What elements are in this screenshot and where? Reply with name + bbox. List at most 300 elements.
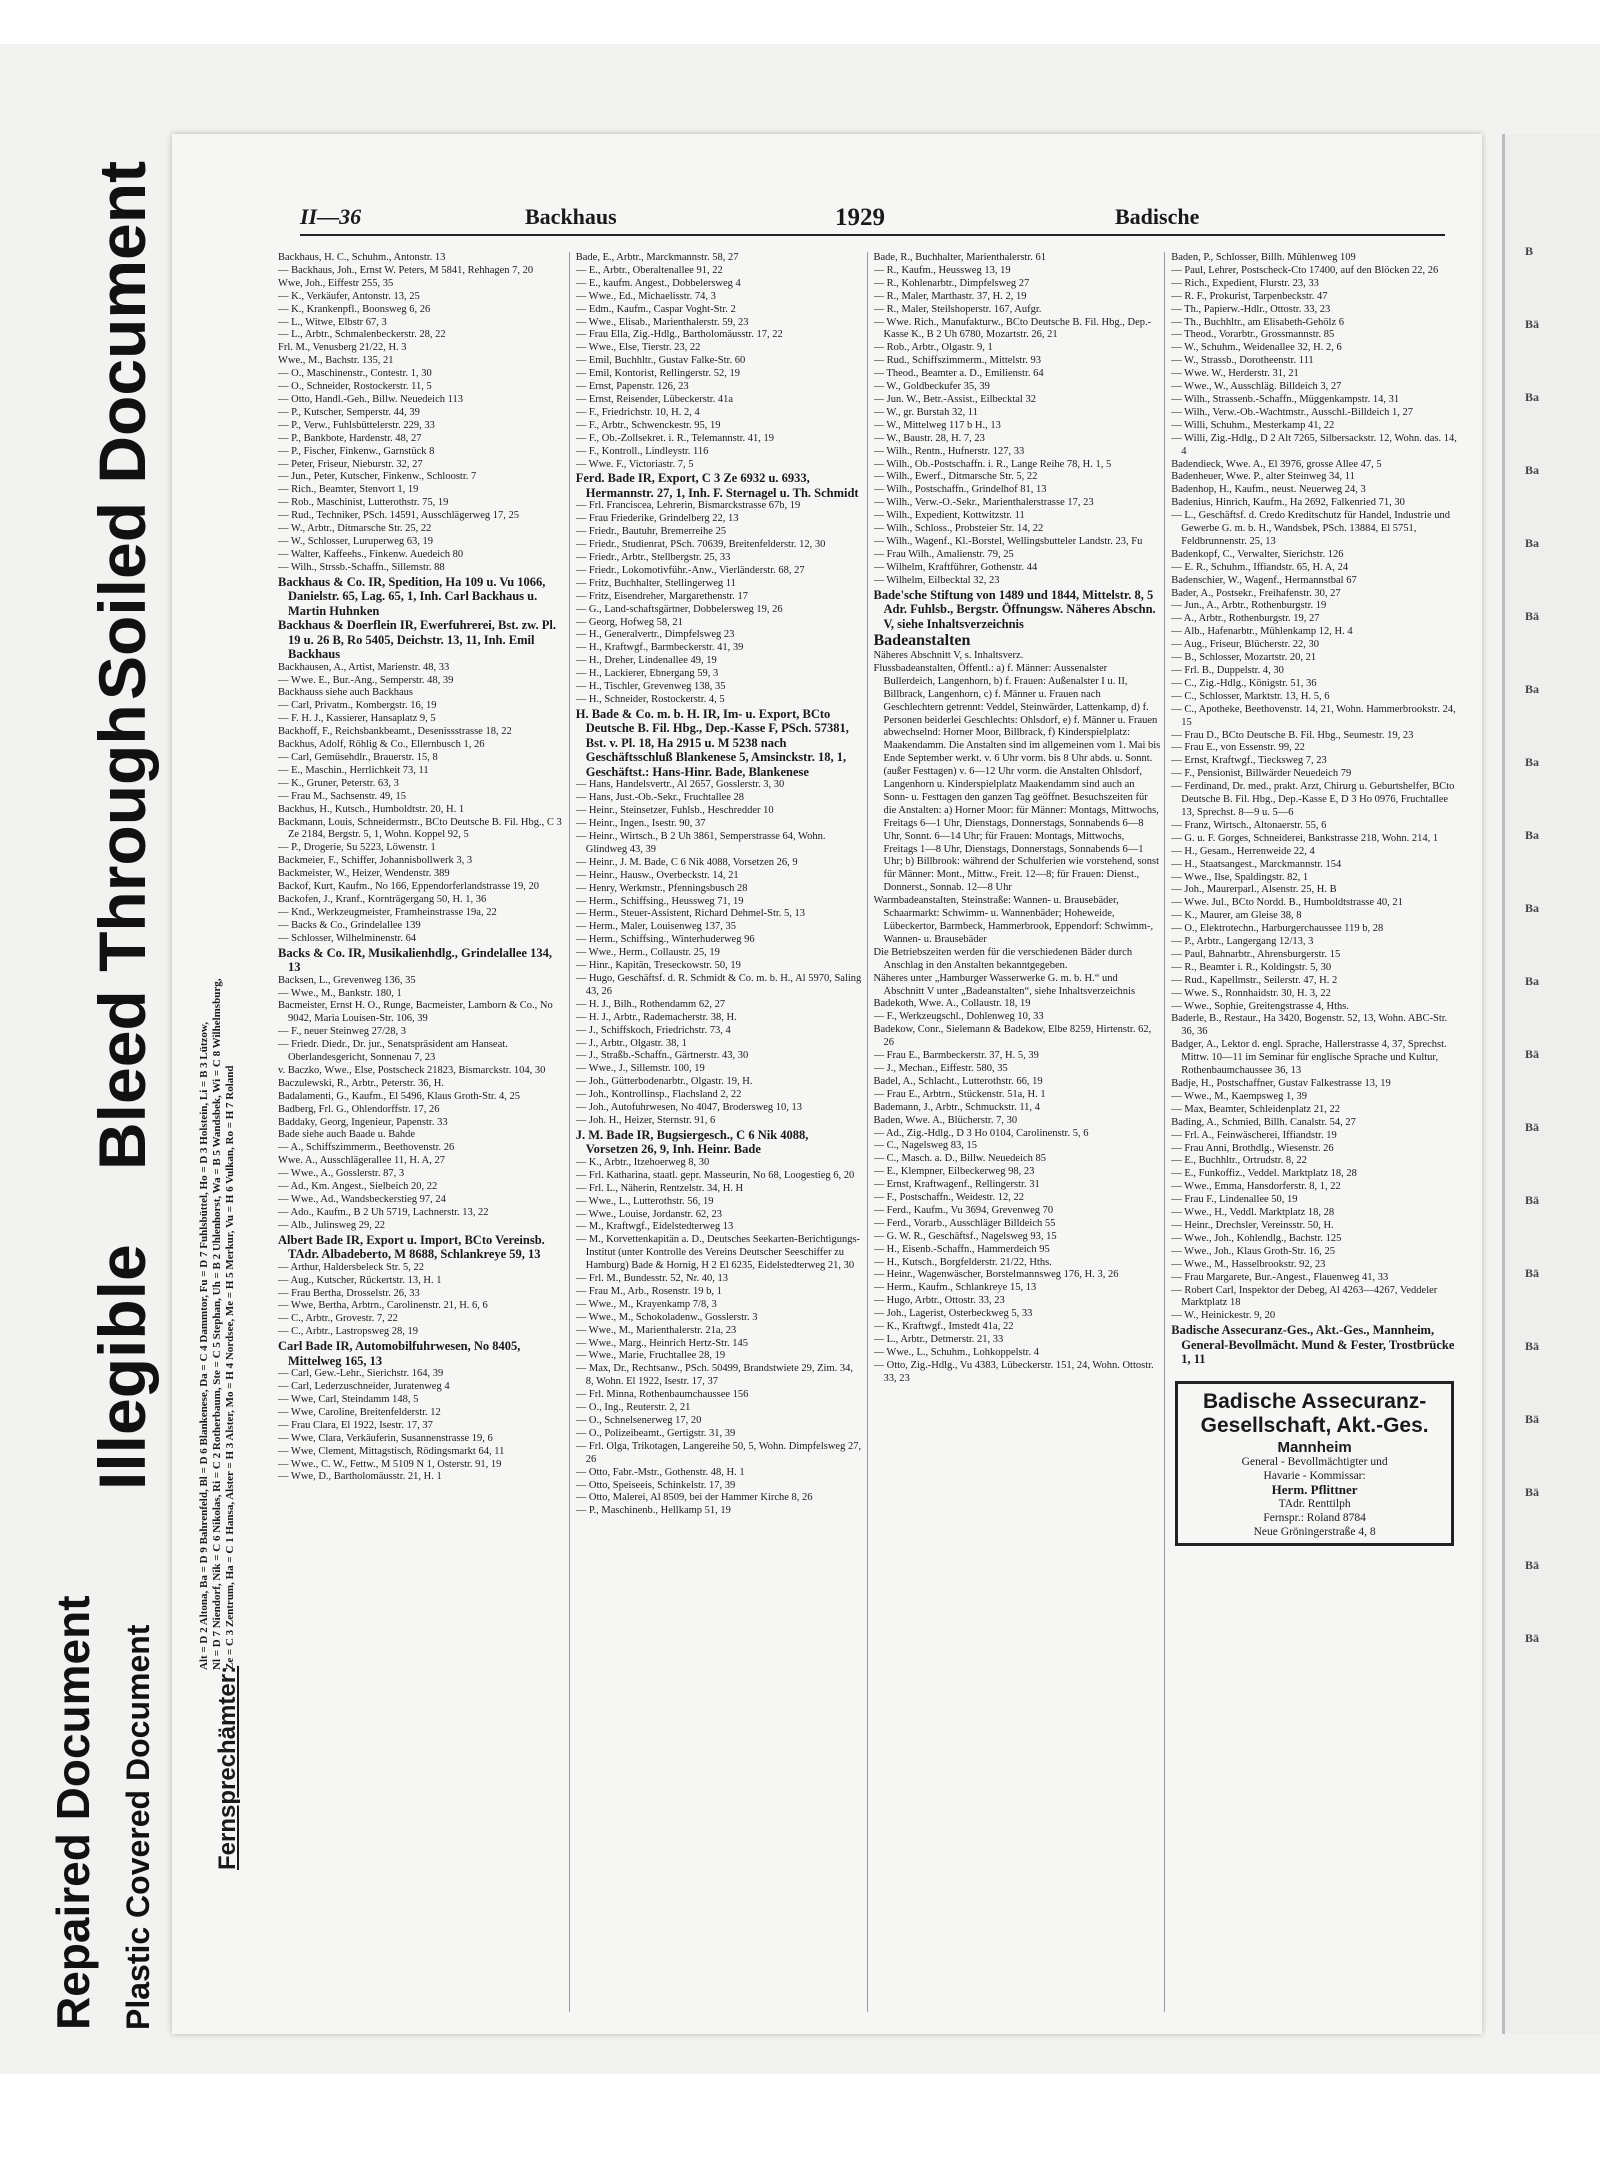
directory-entry: — Theod., Beamter a. D., Emilienstr. 64	[873, 368, 1044, 380]
directory-entry: — L., Arbtr., Schmalenbeckerstr. 28, 22	[278, 329, 446, 341]
directory-entry: Backhauss siehe auch Backhaus	[278, 687, 413, 699]
directory-entry: Die Betriebszeiten werden für die verschiedenen Bäder durch Anschlag in den Anstalten bekanntgegeben.	[873, 946, 1133, 971]
directory-entry: — Frau D., BCto Deutsche B. Fil. Hbg., Seumestr. 19, 23	[1171, 729, 1414, 741]
directory-entry: — Joh., Maurerparl., Alsenstr. 25, H. B	[1171, 884, 1337, 896]
directory-entry: — F. H. J., Kassierer, Hansaplatz 9, 5	[278, 713, 436, 725]
directory-entry: Badalamenti, G., Kaufm., El 5496, Klaus Groth-Str. 4, 25	[278, 1090, 521, 1102]
directory-entry: Backhus, H., Kutsch., Humboldtstr. 20, H. 1	[278, 803, 465, 815]
edge-mark: Bä	[1525, 1412, 1540, 1426]
directory-entry: — W., Schlosser, Luruperweg 63, 19	[278, 535, 434, 547]
directory-entry: — Frl. M., Bundesstr. 52, Nr. 40, 13	[575, 1273, 729, 1285]
directory-entry: — Wilh., Ewerf., Ditmarsche Str. 5, 22	[873, 471, 1038, 483]
directory-entry: Badberg, Frl. G., Ohlendorffstr. 17, 26	[278, 1103, 440, 1115]
directory-entry: — Wwe., Louise, Jordanstr. 62, 23	[575, 1208, 722, 1220]
directory-entry: Backhus, Adolf, Röhlig & Co., Ellernbusch 1, 26	[278, 739, 485, 751]
directory-entry: — F., Pensionist, Billwärder Neuedeich 79	[1171, 768, 1352, 780]
directory-column-3	[874, 252, 1166, 2012]
directory-entry: — H. J., Arbtr., Rademacherstr. 38, H.	[575, 1011, 737, 1023]
phone-legend-label: Fernsprechämter:	[214, 1665, 241, 1870]
directory-entry: — Wwe., M., Bankstr. 180, 1	[278, 987, 402, 999]
edge-mark: Bä	[1525, 609, 1540, 623]
edge-mark: Bä	[1525, 1047, 1540, 1061]
edge-mark: Bä	[1525, 317, 1540, 331]
directory-entry: — M., Korvettenkapitän a. D., Deutsches Seekarten-Berichtigungs-Institut (unter Kontrolle des Vereins Deutscher Seeschiffer zu Hamburg) Bade & Hornig, H 2 El 6235, Eidelstedterweg 21, 30	[575, 1234, 861, 1272]
directory-entry: Frl. M., Venusberg 21/22, H. 3	[278, 342, 407, 354]
directory-entry: — Hugo, Arbtr., Ottostr. 33, 23	[873, 1295, 1005, 1307]
directory-entry: — Max, Beamter, Schleidenplatz 21, 22	[1171, 1103, 1340, 1115]
directory-entry: Badendieck, Wwe. A., El 3976, grosse Allee 47, 5	[1171, 458, 1382, 470]
directory-entry: — Backhaus, Joh., Ernst W. Peters, M 5841, Rehhagen 7, 20	[278, 264, 534, 276]
directory-entry: — Ernst, Papenstr. 126, 23	[575, 381, 689, 393]
directory-entry: Bade, R., Buchhalter, Marienthalerstr. 61	[873, 252, 1046, 263]
telephone-exchange-legend	[196, 230, 266, 1880]
edge-mark: Ba	[1525, 390, 1540, 404]
directory-entry: — Henry, Werkmstr., Pfenningsbusch 28	[575, 882, 748, 894]
directory-entry: — W., gr. Burstah 32, 11	[873, 406, 978, 418]
directory-entry: — Otto, Speiseeis, Schinkelstr. 17, 39	[575, 1479, 736, 1491]
directory-entry: — Alb., Julinsweg 29, 22	[278, 1219, 386, 1231]
directory-entry: — Rud., Schiffszimmerm., Mittelstr. 93	[873, 355, 1042, 367]
directory-entry: — H., Lackierer, Ebnergang 59, 3	[575, 668, 719, 680]
directory-entry: — F., Postschaffn., Weidestr. 12, 22	[873, 1192, 1024, 1204]
directory-entry: — Ferdinand, Dr. med., prakt. Arzt, Chirurg u. Geburtshelfer, BCto Deutsche B. Fil. Hbg., Dep.-Kasse E, D 3 Ho 0976, Fruchtallee 13, Sprechst. 8—9 u. 5—6	[1171, 781, 1455, 818]
directory-entry: Badje, H., Postschaffner, Gustav Falkestrasse 13, 19	[1171, 1078, 1391, 1089]
directory-entry: — Herm., Schiffsing., Winterhuderweg 96	[575, 934, 755, 946]
edge-mark: Ba	[1525, 901, 1540, 915]
directory-entry: — Heinr., Ingen., Isestr. 90, 37	[575, 818, 706, 830]
directory-entry: — W., Strassb., Dorotheenstr. 111	[1171, 355, 1314, 367]
directory-entry: — K., Krankenpfl., Boonsweg 6, 26	[278, 303, 431, 315]
directory-entry: — Wilh., Ob.-Postschaffn. i. R., Lange Reihe 78, H. 1, 5	[873, 458, 1112, 470]
directory-entry: Badekow, Conr., Sielemann & Badekow, Elbe 8259, Hirtenstr. 62, 26	[873, 1024, 1152, 1049]
directory-entry: — Wwe., Joh., Kohlendlg., Bachstr. 125	[1171, 1232, 1342, 1244]
directory-entry: — Wilhelm, Eilbecktal 32, 23	[873, 574, 1000, 586]
directory-entry: Badenschier, W., Wagenf., Hermannstbal 67	[1171, 574, 1357, 586]
directory-entry: — Wwe., M., Hasselbrookstr. 92, 23	[1171, 1258, 1326, 1270]
directory-entry: — Otto, Handl.-Geh., Billw. Neuedeich 113	[278, 393, 463, 405]
ad-city: Mannheim	[1277, 1438, 1352, 1456]
directory-entry: — Hinr., Kapitän, Treseckowstr. 50, 19	[575, 960, 741, 972]
directory-entry: — Wwe., W., Ausschläg. Billdeich 3, 27	[1171, 381, 1342, 393]
directory-entry: Backhaus, H. C., Schuhm., Antonstr. 13	[278, 252, 446, 263]
directory-entry: — E., Buchhltr., Ortrudstr. 8, 22	[1171, 1155, 1307, 1167]
directory-entry: — Wilhelm, Kraftführer, Gothenstr. 44	[873, 561, 1038, 573]
ad-line: Havarie - Kommissar:	[1263, 1469, 1366, 1482]
directory-entry: — Wilh., Schloss., Probsteier Str. 14, 22	[873, 523, 1044, 535]
directory-entry: — Wilh., Postschaffn., Grindelhof 81, 13	[873, 484, 1047, 496]
ad-agent: Herm. Pflittner	[1271, 1481, 1358, 1497]
directory-entry: — C., Masch. a. D., Billw. Neuedeich 85	[873, 1153, 1047, 1165]
directory-entry: — C., Apotheke, Beethovenstr. 14, 21, Wohn. Hammerbrookstr. 24, 15	[1171, 703, 1456, 728]
directory-entry: — Frau E., Barmbeckerstr. 37, H. 5, 39	[873, 1050, 1039, 1062]
directory-entry: — Rob., Maschinist, Lutterothstr. 75, 19	[278, 497, 449, 509]
edge-mark: Ba	[1525, 536, 1540, 550]
directory-entry: — Peter, Friseur, Nieburstr. 32, 27	[278, 458, 423, 470]
directory-entry: — Fritz, Buchhalter, Stellingerweg 11	[575, 577, 736, 589]
edge-mark: Bä	[1525, 1631, 1540, 1645]
directory-entry: — H., Eisenb.-Schaffn., Hammerdeich 95	[873, 1243, 1050, 1255]
directory-entry: — A., Arbtr., Rothenburgstr. 19, 27	[1171, 613, 1320, 625]
directory-entry: Ferd. Bade IR, Export, C 3 Ze 6932 u. 6933, Hermannstr. 27, 1, Inh. F. Sternagel u. Th. Schmidt	[575, 471, 859, 500]
directory-entry: — Aug., Friseur, Blücherstr. 22, 30	[1171, 639, 1319, 651]
directory-entry: — O., Schnelsenerweg 17, 20	[575, 1415, 702, 1426]
directory-entry: Backsen, L., Grevenweg 136, 35	[278, 974, 416, 986]
directory-entry: — Frl. Katharina, staatl. gepr. Masseurin, No 68, Loogestieg 6, 20	[575, 1169, 855, 1181]
directory-entry: — Arthur, Haldersbeleck Str. 5, 22	[278, 1261, 424, 1273]
directory-entry: Badekoth, Wwe. A., Collaustr. 18, 19	[873, 998, 1031, 1010]
directory-entry: J. M. Bade IR, Bugsiergesch., C 6 Nik 4088, Vorsetzen 26, 9, Inh. Heinr. Bade	[575, 1127, 809, 1157]
directory-entry: — Aug., Kutscher, Rückertstr. 13, H. 1	[278, 1274, 442, 1286]
directory-entry: — W., Baustr. 28, H. 7, 23	[873, 432, 985, 444]
directory-entry: — Frau Clara, El 1922, Isestr. 17, 37	[278, 1419, 433, 1431]
directory-entry: — Emil, Kontorist, Rellingerstr. 52, 19	[575, 368, 740, 380]
directory-entry: — O., Ing., Reuterstr. 2, 21	[575, 1402, 691, 1414]
directory-entry: — W., Goldbeckufer 35, 39	[873, 381, 990, 393]
directory-entry: — J., Straßb.-Schaffn., Gärtnerstr. 43, 30	[575, 1050, 749, 1062]
directory-entry: — Hans, Handelsvertr., Al 2657, Gosslerstr. 3, 30	[575, 779, 785, 791]
directory-entry: — Wwe. Jul., BCto Nordd. B., Humboldtstrasse 40, 21	[1171, 897, 1403, 909]
directory-entry: — Herm., Schiffsing., Heussweg 71, 19	[575, 895, 744, 907]
directory-entry: — Otto, Malerei, Al 8509, bei der Hammer Kirche 8, 26	[575, 1492, 813, 1504]
directory-entry: — Frau M., Arb., Rosenstr. 19 b, 1	[575, 1285, 722, 1297]
ad-line: TAdr. Renttilph	[1278, 1497, 1351, 1510]
directory-entry: — Frau M., Sachsenstr. 49, 15	[278, 790, 407, 802]
directory-entry: — Ernst, Reisender, Lübeckerstr. 41a	[575, 393, 734, 405]
directory-entry: Bading, A., Schmied, Billh. Canalstr. 54, 27	[1171, 1116, 1356, 1128]
directory-entry: — Walter, Kaffeehs., Finkenw. Auedeich 80	[278, 548, 464, 560]
directory-entry: — Th., Buchhltr., am Elisabeth-Gehölz 6	[1171, 316, 1344, 328]
directory-entry: — E., Klempner, Eilbeckerweg 98, 23	[873, 1166, 1035, 1178]
stamp-plastic-covered: Plastic Covered Document	[120, 1624, 156, 2030]
directory-entry: Badische Assecuranz-Ges., Akt.-Ges., Mannheim, General-Bevollmächt. Mund & Fester, Trostbrücke 1, 11	[1171, 1323, 1455, 1367]
directory-entry: — Ad., Zig.-Hdlg., D 3 Ho 0104, Carolinenstr. 5, 6	[873, 1127, 1089, 1139]
directory-entry: — Herm., Kaufm., Schlankreye 15, 13	[873, 1282, 1037, 1294]
directory-entry: — Rich., Beamter, Stenvort 1, 19	[278, 484, 419, 496]
directory-entry: — C., Arbtr., Lastropsweg 28, 19	[278, 1326, 418, 1338]
directory-entry: — Wwe., Marie, Fruchtallee 28, 19	[575, 1350, 726, 1362]
edge-mark: Bä	[1525, 1266, 1540, 1280]
directory-entry: — F., Arbtr., Schwenckestr. 95, 19	[575, 419, 721, 431]
directory-entry: — W., Arbtr., Ditmarsche Str. 25, 22	[278, 523, 432, 535]
directory-entry: — Wwe., H., Veddl. Marktplatz 18, 28	[1171, 1207, 1335, 1219]
directory-entry: — Friedr., Bautuhr, Bremerreihe 25	[575, 526, 727, 538]
edge-mark-list	[1525, 244, 1595, 1704]
directory-entry: — F., Kontroll., Lindleystr. 116	[575, 445, 709, 457]
stamp-soiled: Soiled Document	[85, 160, 159, 700]
phone-legend-lines	[198, 250, 237, 1670]
directory-entry: — W., Heinickestr. 9, 20	[1171, 1310, 1276, 1322]
directory-entry: — Heinr., J. M. Bade, C 6 Nik 4088, Vorsetzen 26, 9	[575, 856, 798, 868]
directory-entry: — R., Beamter i. R., Koldingstr. 5, 30	[1171, 961, 1332, 973]
directory-entry: — O., Maschinenstr., Contestr. 1, 30	[278, 368, 432, 380]
directory-entry: — Wwe., L., Schuhm., Lohkoppelstr. 4	[873, 1346, 1039, 1358]
directory-entry: — R., Kaufm., Heussweg 13, 19	[873, 264, 1011, 276]
directory-entry: — C., Zig.-Hdlg., Königstr. 51, 36	[1171, 677, 1317, 689]
directory-entry: — Joh. H., Heizer, Sternstr. 91, 6	[575, 1114, 716, 1126]
directory-entry: Backmann, Louis, Schneidermstr., BCto Deutsche B. Fil. Hbg., C 3 Ze 2184, Bergstr. 5, 1, Wohn. Koppel 92, 5	[278, 816, 562, 841]
directory-entry: — Frau Anni, Brothdlg., Wiesenstr. 26	[1171, 1142, 1334, 1154]
directory-entry: — Wwe, Clement, Mittagstisch, Rödingsmarkt 64, 11	[278, 1445, 505, 1457]
directory-entry: Baderle, B., Restaur., Ha 3420, Bogenstr. 52, 13, Wohn. ABC-Str. 36, 36	[1171, 1013, 1448, 1038]
stamp-illegible: Illegible	[85, 1244, 159, 1490]
directory-entry: — Frl. A., Feinwäscherei, Iffiandstr. 19	[1171, 1129, 1337, 1141]
directory-entry: — Joh., Kontrollinsp., Flachsland 2, 22	[575, 1089, 742, 1101]
directory-entry: Backofen, J., Kranf., Kornträgergang 50, H. 1, 36	[278, 893, 487, 905]
directory-entry: Carl Bade IR, Automobilfuhrwesen, No 8405, Mittelweg 165, 13	[278, 1339, 521, 1368]
stamp-bleed-through: Bleed Through	[85, 704, 159, 1170]
directory-entry: — Wilh., Verw.-O.-Sekr., Marienthalerstrasse 17, 23	[873, 497, 1094, 509]
directory-column-4	[1171, 252, 1462, 2012]
directory-entry: — Carl, Gew.-Lehr., Sierichstr. 164, 39	[278, 1368, 444, 1380]
directory-entry: — Wwe. F., Victoriastr. 7, 5	[575, 458, 694, 470]
edge-mark: Ba	[1525, 682, 1540, 696]
directory-entry: — Wwe, Carl, Steindamm 148, 5	[278, 1393, 419, 1405]
directory-entry: — Carl, Gemüsehdlr., Brauerstr. 15, 8	[278, 752, 438, 763]
phone-legend-line: Nl = D 7 Niendorf, Nik = C 6 Nikolas, Ri = C 2 Rotherbaum, Ste = C 5 Stephan, Uh = B 2 Uhlenhorst, Wa = B 5 Wandsbek, Wi = C 8 Wilhelmsburg,	[211, 978, 223, 1670]
directory-entry: — R., Maler, Marthastr. 37, H. 2, 19	[873, 290, 1027, 302]
directory-entry: — J., Schiffskoch, Friedrichstr. 73, 4	[575, 1024, 731, 1036]
directory-entry: — Wilh., Rentn., Hufnerstr. 127, 33	[873, 445, 1025, 457]
directory-columns	[278, 252, 1462, 2012]
directory-entry: — Ernst, Kraftwagenf., Rellingerstr. 31	[873, 1179, 1040, 1191]
directory-entry: — Heinr., Steinsetzer, Fuhlsb., Heschredder 10	[575, 805, 774, 817]
directory-entry: — Alb., Hafenarbtr., Mühlenkamp 12, H. 4	[1171, 626, 1353, 638]
directory-entry: — Frau Wilh., Amalienstr. 79, 25	[873, 548, 1014, 560]
directory-entry: — W., Mittelweg 117 b H., 13	[873, 419, 1001, 431]
directory-entry: — R., Kohlenarbtr., Dimpfelsweg 27	[873, 277, 1030, 289]
ad-line: Neue Gröningerstraße 4, 8	[1253, 1525, 1376, 1538]
directory-entry: Wwe, Joh., Eiffestr 255, 35	[278, 277, 394, 289]
directory-entry: — R., Maler, Steilshoperstr. 167, Aufgr.	[873, 303, 1042, 315]
directory-entry: — Knd., Werkzeugmeister, Framheinstrasse 19a, 22	[278, 906, 497, 918]
phone-legend-line: Alt = D 2 Altona, Ba = D 9 Bahrenfeld, Bl = D 6 Blankenese, Da = C 4 Dammtor, Fu = D 7 Fuhlsbüttel, Ho = D 3 Holstein, Li = B 3 Lützow,	[198, 1021, 210, 1670]
directory-entry: — Wwe, Clara, Verkäuferin, Susannenstrasse 19, 6	[278, 1432, 493, 1444]
edge-mark: Bä	[1525, 1485, 1540, 1499]
directory-entry: — Wilh., Verw.-Ob.-Wachtmstr., Ausschl.-Billdeich 1, 27	[1171, 406, 1414, 418]
directory-entry: Backhausen, A., Artist, Marienstr. 48, 33	[278, 661, 450, 673]
directory-entry: — Wwe., Sophie, Greitengstrasse 4, Hths.	[1171, 1000, 1349, 1012]
directory-entry: Bademann, J., Arbtr., Schmuckstr. 11, 4	[873, 1101, 1040, 1113]
document-condition-stamps	[0, 0, 172, 2177]
directory-entry: Badenkopf, C., Verwalter, Sierichstr. 126	[1171, 548, 1344, 560]
directory-entry: Badenius, Hinrich, Kaufm., Ha 2692, Falkenried 71, 30	[1171, 497, 1405, 509]
directory-entry: — Wwe, Caroline, Breitenfelderstr. 12	[278, 1406, 441, 1418]
directory-entry: — Wwe., Marg., Heinrich Hertz-Str. 145	[575, 1337, 748, 1349]
directory-entry: — Carl, Lederzuschneider, Juratenweg 4	[278, 1381, 450, 1393]
directory-entry: — Hugo, Geschäftsf. d. R. Schmidt & Co. m. b. H., Al 5970, Saling 43, 26	[575, 973, 862, 997]
directory-entry: — Frl. Olga, Trikotagen, Langereihe 50, 5, Wohn. Dimpfelsweg 27, 26	[575, 1440, 862, 1465]
directory-entry: — H., Tischler, Grevenweg 138, 35	[575, 681, 726, 693]
directory-entry: — Fritz, Eisendreher, Margarethenstr. 17	[575, 590, 749, 602]
directory-entry: H. Bade & Co. m. b. H. IR, Im- u. Export, BCto Deutsche B. Fil. Hbg., Dep.-Kasse F, PSch. 57381, Bst. v. Pl. 18, Ha 2915 u. M 5238 nach Geschäftsschluß Blankenese 5, Amsinckstr. 18, 1, Geschäftst.: Hans-Hinr. Bade, Blankenese	[575, 706, 849, 779]
directory-entry: Badger, A., Lektor d. engl. Sprache, Hallerstrasse 4, 37, Sprechst. Mittw. 10—11 im Seminar für englische Sprache und Kultur, Rothenbaumchaussee 36, 13	[1171, 1039, 1447, 1077]
directory-entry: — F., neuer Steinweg 27/28, 3	[278, 1026, 407, 1038]
header-year: 1929	[835, 204, 885, 231]
directory-entry: — Wwe., Ed., Michaelisstr. 74, 3	[575, 290, 716, 302]
directory-entry: — A., Schiffszimmerm., Beethovenstr. 26	[278, 1142, 455, 1154]
directory-entry: Wwe., M., Bachstr. 135, 21	[278, 355, 394, 367]
directory-entry: — F., Friedrichstr. 10, H. 2, 4	[575, 406, 700, 418]
directory-entry: — L., Witwe, Elbstr 67, 3	[278, 316, 387, 328]
directory-entry: — G. W. R., Geschäftsf., Nagelsweg 93, 15	[873, 1230, 1057, 1242]
directory-entry: — J., Arbtr., Olgastr. 38, 1	[575, 1037, 687, 1049]
directory-entry: — Wwe, Bertha, Arbtrn., Carolinenstr. 21, H. 6, 6	[278, 1300, 488, 1312]
advertisement-box	[1175, 1381, 1454, 1546]
directory-column-1	[278, 252, 570, 2012]
stamp-repaired: Repaired Document	[47, 1595, 99, 2030]
edge-mark: Ba	[1525, 828, 1540, 842]
directory-entry: — K., Maurer, am Gleise 38, 8	[1171, 910, 1302, 922]
directory-entry: — Wwe., Emma, Hansdorferstr. 8, 1, 22	[1171, 1181, 1341, 1193]
page-number: II—36	[300, 204, 362, 229]
ad-title-line: Gesellschaft, Akt.-Ges.	[1200, 1413, 1429, 1437]
directory-entry: — Friedr., Lokomotivführ.-Anw., Vierländerstr. 68, 27	[575, 564, 805, 576]
directory-entry: — C., Nagelsweg 83, 15	[873, 1140, 978, 1152]
directory-entry: — Wwe., Ad., Wandsbeckerstieg 97, 24	[278, 1194, 446, 1205]
directory-entry: — Wwe., Else, Tierstr. 23, 22	[575, 342, 701, 354]
directory-entry: — Frl. B., Duppelstr. 4, 30	[1171, 665, 1284, 676]
directory-entry: — E. R., Schuhm., Iffiandstr. 65, H. A, 24	[1171, 561, 1349, 573]
directory-entry: — F., Werkzeugschl., Dohlenweg 10, 33	[873, 1011, 1044, 1023]
directory-entry: — Joh., Gütterbodenarbtr., Olgastr. 19, H.	[575, 1076, 753, 1088]
directory-entry: — Wwe., J., Sillemstr. 100, 19	[575, 1063, 705, 1075]
directory-entry: — E., Maschin., Herrlichkeit 73, 11	[278, 764, 429, 776]
ad-line: Fernspr.: Roland 8784	[1263, 1511, 1366, 1524]
directory-entry: — H., Kutsch., Borgfelderstr. 21/22, Hths.	[873, 1256, 1052, 1268]
directory-entry: — Wilh., Strssb.-Schaffn., Sillemstr. 88	[278, 561, 445, 573]
next-page-edge	[1502, 134, 1600, 2034]
directory-entry: — Friedr., Studienrat, PSch. 70639, Breitenfelderstr. 12, 30	[575, 539, 826, 551]
directory-entry: Wwe. A., Ausschlägerallee 11, H. A, 27	[278, 1155, 445, 1167]
directory-entry: — Th., Papierw.-Hdlr., Ottostr. 33, 23	[1171, 303, 1331, 315]
directory-entry: — K., Kraftwgf., Imstedt 41a, 22	[873, 1321, 1014, 1333]
directory-entry: — Heinr., Wagenwäscher, Borstelmannsweg 176, H. 3, 26	[873, 1269, 1119, 1281]
directory-entry: Bade, E., Arbtr., Marckmannstr. 58, 27	[575, 252, 739, 263]
directory-entry: — Franz, Wirtsch., Altonaerstr. 55, 6	[1171, 819, 1327, 831]
edge-mark: Bä	[1525, 1193, 1540, 1207]
directory-entry: — Theod., Vorarbtr., Grossmannstr. 85	[1171, 329, 1335, 341]
directory-entry: — P., Maschinenb., Hellkamp 51, 19	[575, 1505, 731, 1517]
header-left-word: Backhaus	[525, 204, 617, 229]
directory-entry: — P., Verw., Fuhlsbüttelerstr. 229, 33	[278, 419, 435, 431]
header-right-word: Badische	[1115, 204, 1200, 229]
directory-entry: — J., Mechan., Eiffestr. 580, 35	[873, 1062, 1008, 1074]
directory-entry: Backmeier, F., Schiffer, Johannisbollwerk 3, 3	[278, 855, 473, 867]
directory-entry: — L., Geschäftsf. d. Credo Kreditschutz für Handel, Industrie und Gewerbe G. m. b. H., Wandsbek, PSch. 13884, El 5751, Feldbrunnenstr. 25, 13	[1171, 510, 1451, 547]
directory-column-2	[576, 252, 868, 2012]
directory-entry: — Wwe., M., Krayenkamp 7/8, 3	[575, 1298, 717, 1310]
directory-entry: — G. u. F. Gorges, Schneiderei, Bankstrasse 218, Wohn. 214, 1	[1171, 832, 1439, 844]
directory-entry: — Heinr., Drechsler, Vereinsstr. 50, H.	[1171, 1219, 1334, 1231]
directory-entry: Näheres unter „Hamburger Wasserwerke G. m. b. H.“ und Abschnitt V unter „Badeanstalten“, siehe Inhaltsverzeichnis	[873, 972, 1136, 997]
directory-entry: — Frau Margarete, Bur.-Angest., Flauenweg 41, 33	[1171, 1271, 1389, 1283]
directory-entry: — B., Schlosser, Mozartstr. 20, 21	[1171, 652, 1317, 664]
directory-entry: — P., Bankbote, Hardenstr. 48, 27	[278, 432, 422, 444]
directory-entry: — Georg, Hofweg 58, 21	[575, 616, 683, 628]
directory-entry: — Rob., Arbtr., Olgastr. 9, 1	[873, 342, 993, 354]
directory-entry: — Wilh., Expedient, Kottwitzstr. 11	[873, 510, 1025, 522]
directory-entry: Badenhop, H., Kaufm., neust. Neuerweg 24, 3	[1171, 484, 1366, 496]
directory-entry: — Wilh., Wagenf., Kl.-Borstel, Wellingsbutteler Landstr. 23, Fu	[873, 535, 1143, 547]
directory-entry: — Jun., Peter, Kutscher, Finkenw., Schloostr. 7	[278, 471, 477, 483]
directory-entry: — Edm., Kaufm., Caspar Voght-Str. 2	[575, 303, 736, 315]
directory-entry: — Wwe., L., Lutterothstr. 56, 19	[575, 1195, 714, 1207]
directory-entry: — F., Ob.-Zollsekret. i. R., Telemannstr. 41, 19	[575, 432, 775, 444]
directory-entry: Baddaky, Georg, Ingenieur, Papenstr. 33	[278, 1116, 448, 1128]
directory-entry: — Emil, Buchhltr., Gustav Falke-Str. 60	[575, 355, 746, 367]
directory-entry: — Schlosser, Wilhelminenstr. 64	[278, 932, 417, 944]
directory-entry: Backhoff, F., Reichsbankbeamt., Desenissstrasse 18, 22	[278, 726, 512, 738]
directory-entry: — K., Verkäufer, Antonstr. 13, 25	[278, 290, 420, 302]
directory-entry: — Rud., Kapellmstr., Seilerstr. 47, H. 2	[1171, 974, 1338, 986]
directory-entry: — Friedr., Arbtr., Stellbergstr. 25, 33	[575, 552, 731, 564]
directory-entry: — M., Kraftwgf., Eidelstedterweg 13	[575, 1221, 734, 1233]
directory-entry: — Carl, Privatm., Kombergstr. 16, 19	[278, 700, 437, 712]
directory-entry: — Otto, Fabr.-Mstr., Gothenstr. 48, H. 1	[575, 1466, 745, 1478]
edge-mark: Ba	[1525, 755, 1540, 769]
edge-mark: Bä	[1525, 1558, 1540, 1572]
directory-entry: — Rud., Techniker, PSch. 14591, Ausschlägerweg 17, 25	[278, 510, 519, 522]
directory-entry: — O., Polizeibeamt., Gertigstr. 31, 39	[575, 1427, 736, 1439]
directory-entry: Baden, Wwe. A., Blücherstr. 7, 30	[873, 1114, 1018, 1126]
directory-entry: — Ferd., Kaufm., Vu 3694, Grevenweg 70	[873, 1204, 1054, 1216]
directory-entry: — Paul, Bahnarbtr., Ahrensburgerstr. 15	[1171, 948, 1341, 960]
directory-entry: — E., kaufm. Angest., Dobbelersweg 4	[575, 277, 741, 289]
directory-entry: — K., Arbtr., Itzehoerweg 8, 30	[575, 1156, 710, 1168]
directory-entry: — Heinr., Hausw., Overbeckstr. 14, 21	[575, 869, 739, 881]
directory-entry: — L., Arbtr., Detmerstr. 21, 33	[873, 1334, 1004, 1345]
directory-entry: — Willi, Zig.-Hdlg., D 2 Alt 7265, Silbersackstr. 12, Wohn. das. 14, 4	[1171, 432, 1457, 457]
ad-line: General - Bevollmächtigter und	[1241, 1455, 1388, 1468]
directory-entry: — Wwe., M., Marienthalerstr. 21a, 23	[575, 1324, 737, 1336]
directory-entry: — Frau E., Arbtrn., Stückenstr. 51a, H. 1	[873, 1088, 1046, 1100]
directory-entry: — Frl. Minna, Rothenbaumchaussee 156	[575, 1389, 749, 1401]
directory-entry: — Otto, Zig.-Hdlg., Vu 4383, Lübeckerstr. 151, 24, Wohn. Ottostr. 33, 23	[873, 1359, 1154, 1384]
directory-entry: — Wwe., M., Kaempsweg 1, 39	[1171, 1090, 1307, 1102]
directory-entry: — Wwe. S., Ronnhaidstr. 30, H. 3, 22	[1171, 987, 1331, 999]
edge-mark: Ba	[1525, 974, 1540, 988]
directory-entry: — P., Drogerie, Su 5223, Löwenstr. 1	[278, 842, 436, 854]
edge-mark: Bä	[1525, 1339, 1540, 1353]
directory-entry: Backof, Kurt, Kaufm., No 166, Eppendorferlandstrasse 19, 20	[278, 881, 539, 893]
directory-entry: — Joh., Autofuhrwesen, No 4047, Brodersweg 10, 13	[575, 1102, 803, 1114]
directory-entry: — Heinr., Wirtsch., B 2 Uh 3861, Semperstrasse 64, Wohn. Glindweg 43, 39	[575, 831, 826, 855]
directory-entry: Bade'sche Stiftung von 1489 und 1844, Mittelstr. 8, 5 Adr. Fuhlsb., Bergstr. Öffnungsw. Näheres Abschn. V, siehe Inhaltsverzeichnis	[873, 587, 1156, 631]
directory-entry: — Herm., Steuer-Assistent, Richard Dehmel-Str. 5, 13	[575, 908, 806, 920]
directory-entry: — H., Gesam., Herrenweide 22, 4	[1171, 845, 1315, 857]
directory-entry: — C., Schlosser, Marktstr. 13, H. 5, 6	[1171, 690, 1330, 702]
directory-entry: — Backs & Co., Grindelallee 139	[278, 919, 421, 931]
edge-mark: Bä	[1525, 1120, 1540, 1134]
directory-entry: — Wwe., C. W., Fettw., M 5109 N 1, Osterstr. 91, 19	[278, 1458, 502, 1470]
phone-legend-line: Ze = C 3 Zentrum, Ha = C 1 Hansa, Alster = H 3 Alster, Mo = H 4 Nordsee, Me = H 5 Merkur, Vu = H 6 Vulkan, Ro = H 7 Roland	[224, 1065, 236, 1670]
directory-entry: — O., Schneider, Rostockerstr. 11, 5	[278, 381, 432, 393]
directory-entry: — Wwe, D., Bartholomäusstr. 21, H. 1	[278, 1471, 442, 1483]
directory-entry: — H., Generalvertr., Dimpfelsweg 23	[575, 629, 735, 641]
directory-entry: — W., Schuhm., Weidenallee 32, H. 2, 6	[1171, 342, 1342, 354]
directory-entry: — Jun., A., Arbtr., Rothenburgstr. 19	[1171, 600, 1327, 612]
directory-entry: Bade siehe auch Baade u. Bahde	[278, 1129, 416, 1141]
section-title: Badeanstalten	[873, 632, 971, 650]
directory-entry: — P., Fischer, Finkenw., Garnstück 8	[278, 445, 435, 457]
directory-entry: — Wwe., A., Gosslerstr. 87, 3	[278, 1168, 405, 1180]
directory-entry: — G., Land-schaftsgärtner, Dobbelersweg 19, 26	[575, 603, 783, 615]
directory-entry: — Wwe. W., Herderstr. 31, 21	[1171, 368, 1299, 380]
directory-entry: — Wwe. Rich., Manufakturw., BCto Deutsche B. Fil. Hbg., Dep.-Kasse K., B 2 Uh 6780, Mozartstr. 26, 21	[873, 316, 1152, 341]
directory-entry: — O., Elektrotechn., Harburgerchaussee 119 b, 28	[1171, 923, 1384, 935]
directory-entry: — Wwe. E., Bur.-Ang., Semperstr. 48, 39	[278, 674, 454, 686]
directory-entry: Backhaus & Doerflein IR, Ewerfuhrerei, Bst. zw. Pl. 19 u. 26 B, Ro 5405, Deichstr. 13, 11, Inh. Emil Backhaus	[278, 618, 556, 662]
